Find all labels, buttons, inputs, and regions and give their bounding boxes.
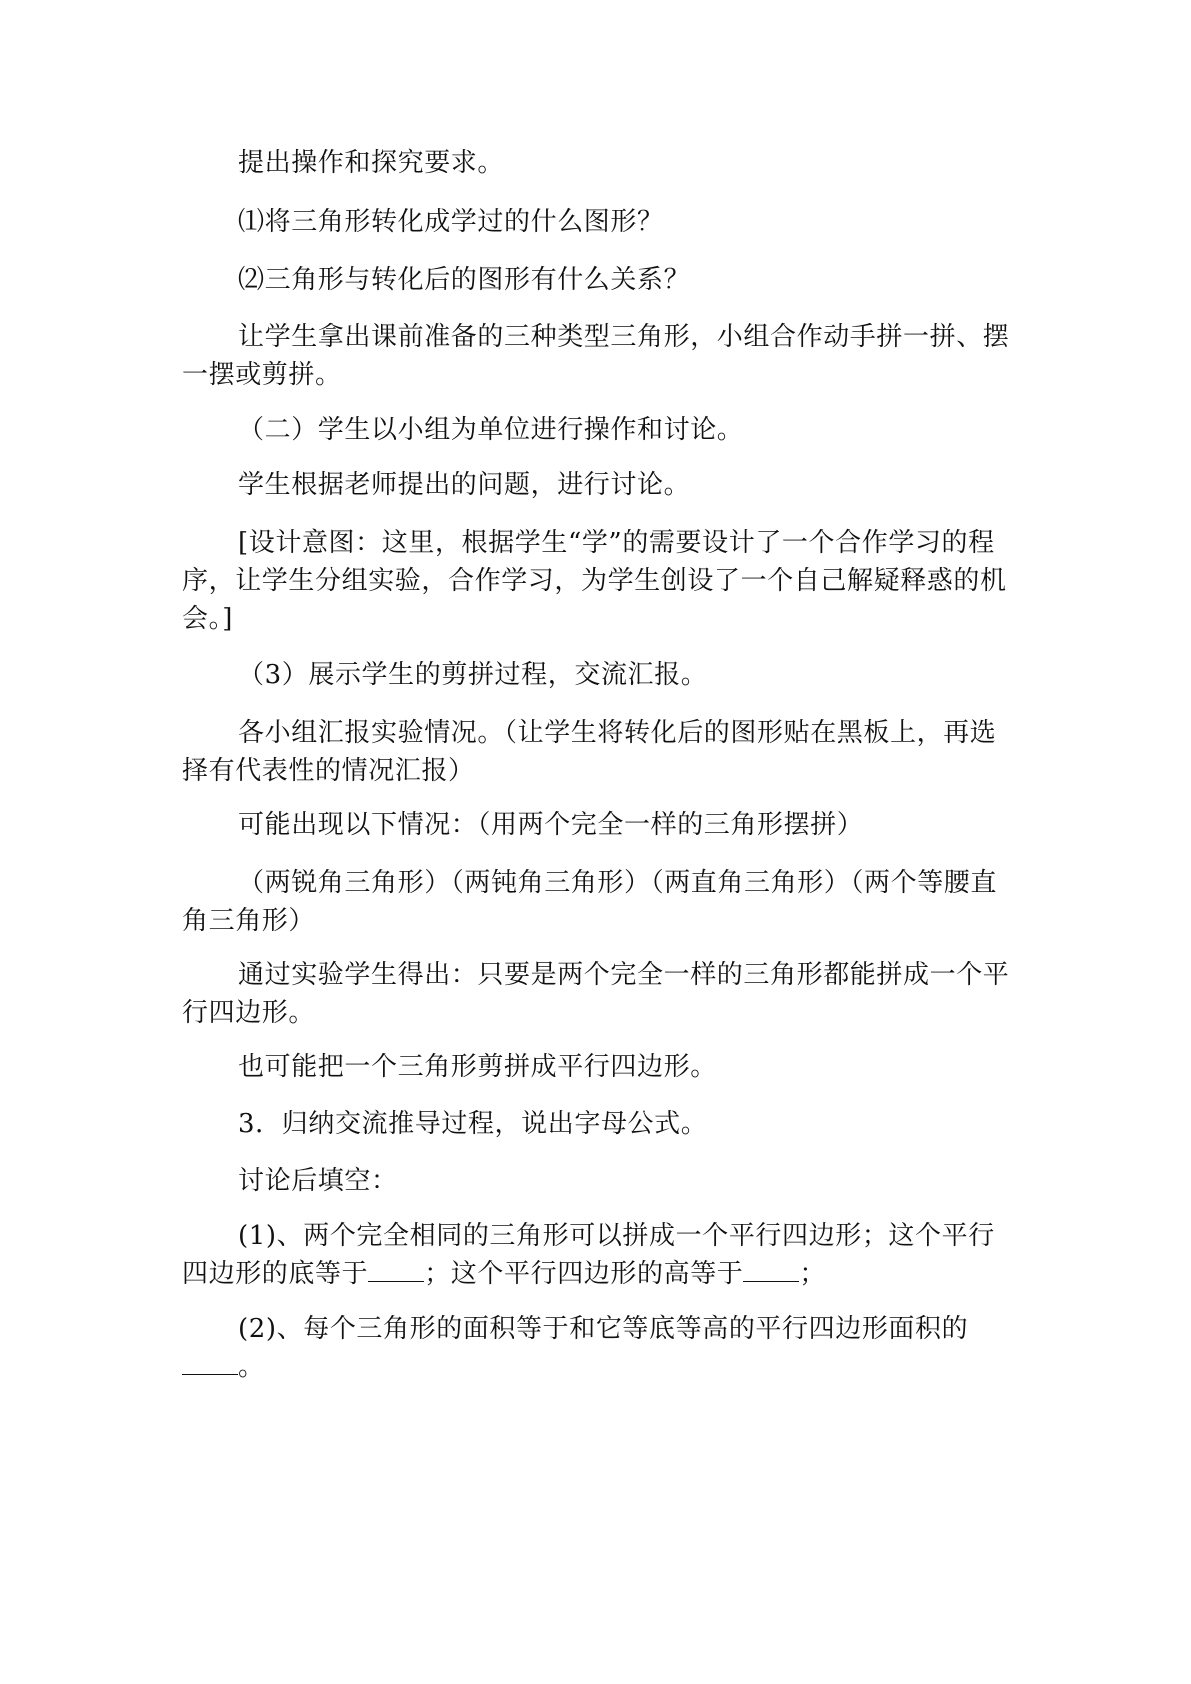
fill-text: (1)、两个完全相同的三角形可以拼成一个平行四边形；这个平行四边形的底等于 <box>182 1221 995 1289</box>
fill-text: ； <box>799 1259 827 1289</box>
paragraph: 通过实验学生得出：只要是两个完全一样的三角形都能拼成一个平行四边形。 <box>182 960 1010 1028</box>
paragraph: 学生根据老师提出的问题，进行讨论。 <box>238 470 691 500</box>
answer-blank[interactable] <box>182 1350 238 1375</box>
answer-blank[interactable] <box>368 1257 424 1282</box>
fill-in-question-1 <box>182 1217 1012 1293</box>
paragraph: 也可能把一个三角形剪拼成平行四边形。 <box>238 1052 717 1082</box>
fill-text: 。 <box>238 1352 265 1382</box>
section-heading: （3）展示学生的剪拼过程，交流汇报。 <box>238 660 708 690</box>
paragraph: 让学生拿出课前准备的三种类型三角形，小组合作动手拼一拼、摆一摆或剪拼。 <box>182 322 1010 390</box>
section-heading: （二）学生以小组为单位进行操作和讨论。 <box>238 415 744 445</box>
paragraph: 各小组汇报实验情况。（让学生将转化后的图形贴在黑板上，再选择有代表性的情况汇报） <box>182 718 997 786</box>
paragraph: （两锐角三角形）（两钝角三角形）（两直角三角形）（两个等腰直角三角形） <box>182 868 998 936</box>
fill-in-question-2 <box>182 1310 1012 1386</box>
paragraph: 可能出现以下情况：（用两个完全一样的三角形摆拼） <box>238 810 864 840</box>
paragraph: 讨论后填空： <box>238 1166 398 1196</box>
step-heading: 3．归纳交流推导过程，说出字母公式。 <box>238 1109 708 1139</box>
question-1: ⑴将三角形转化成学过的什么图形？ <box>238 207 664 237</box>
fill-text: (2)、每个三角形的面积等于和它等底等高的平行四边形面积的 <box>238 1314 969 1344</box>
design-intent-note: [设计意图：这里，根据学生“学”的需要设计了一个合作学习的程序，让学生分组实验，合作学习，为学生创设了一个自己解疑释惑的机会。] <box>182 528 1007 634</box>
answer-blank[interactable] <box>743 1257 799 1282</box>
paragraph: 提出操作和探究要求。 <box>238 148 505 178</box>
question-2: ⑵三角形与转化后的图形有什么关系？ <box>238 265 691 295</box>
fill-text: ；这个平行四边形的高等于 <box>424 1259 744 1289</box>
